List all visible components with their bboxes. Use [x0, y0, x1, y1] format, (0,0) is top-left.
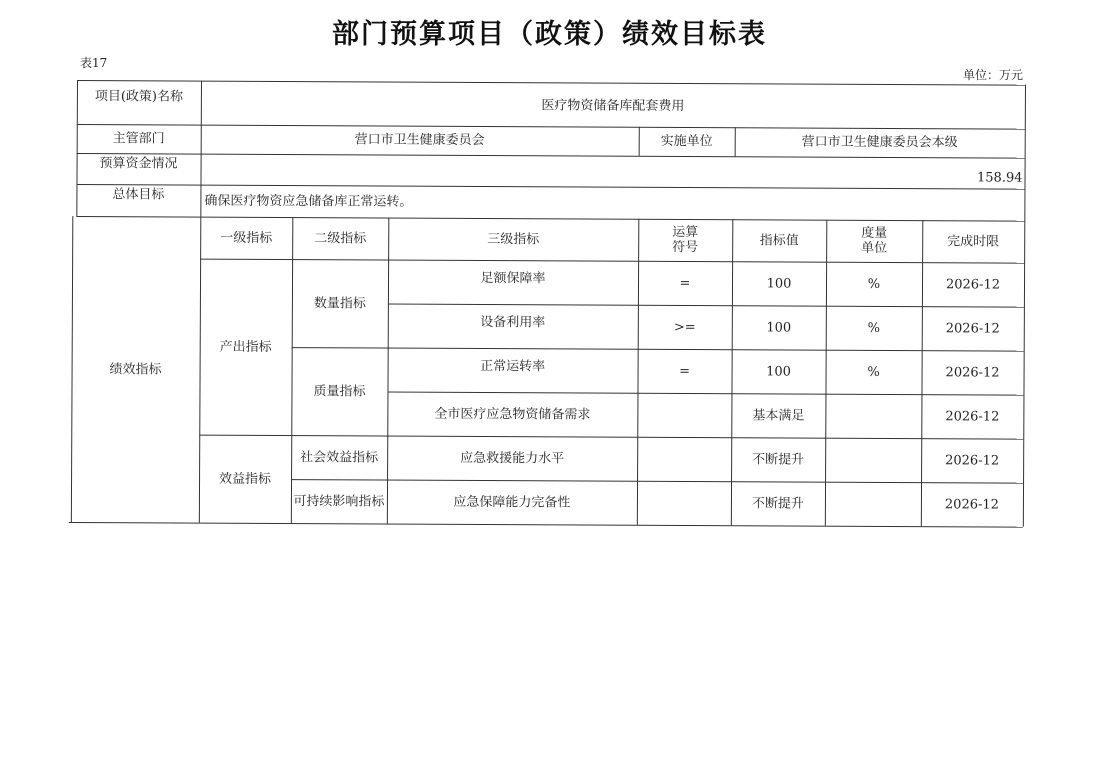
impl-label: 实施单位: [660, 133, 713, 150]
indicator-deadline: 2026-12: [945, 452, 1000, 469]
dept-label: 主管部门: [112, 131, 165, 147]
indicator-deadline: 2026-12: [945, 364, 1000, 381]
group-quantity: 数量指标: [313, 295, 366, 311]
funds-label: 预算资金情况: [99, 155, 178, 172]
header-operator-line1: 运算: [672, 224, 699, 241]
indicator-operator: [637, 437, 731, 481]
indicator-value: 不断提升: [751, 495, 804, 512]
indicator-deadline: 2026-12: [945, 320, 1000, 337]
indicator-unit: [825, 482, 921, 526]
indicator-operator: =: [679, 363, 691, 379]
indicator-operator: >=: [673, 319, 696, 335]
indicator-operator: [637, 393, 731, 437]
header-operator: [638, 219, 732, 261]
project-name-label: 项目(政策)名称: [94, 88, 184, 105]
group-quality: 质量指标: [313, 383, 366, 399]
header-level3: 三级指标: [487, 231, 540, 247]
header-level1: 一级指标: [220, 230, 273, 246]
indicator-name: 足额保障率: [480, 270, 546, 286]
group-sustain: 可持续影响指标: [293, 493, 385, 510]
table-number: 表17: [80, 56, 108, 70]
indicator-name: 应急救援能力水平: [460, 450, 565, 466]
goal-label: 总体目标: [112, 186, 165, 202]
indicator-value: 100: [766, 275, 792, 292]
indicator-value: 基本满足: [752, 407, 805, 424]
indicator-value: 100: [766, 319, 792, 336]
indicator-deadline: 2026-12: [945, 276, 1001, 293]
project-name-value: 医疗物资储备库配套费用: [541, 97, 685, 114]
perf-label: 绩效指标: [109, 361, 162, 377]
group-benefit: 效益指标: [219, 471, 272, 487]
indicator-operator: =: [679, 275, 691, 291]
header-level2: 二级指标: [314, 230, 367, 246]
indicator-name: 正常运转率: [480, 358, 546, 374]
funds-value: 158.94: [976, 169, 1023, 186]
indicator-name: 应急保障能力完备性: [453, 494, 571, 510]
indicator-name: 设备利用率: [480, 314, 546, 330]
indicator-unit: [825, 394, 921, 438]
header-operator-line2: 符号: [672, 239, 699, 256]
indicator-unit: %: [867, 276, 881, 292]
indicator-value: 100: [766, 363, 792, 380]
indicator-deadline: 2026-12: [945, 408, 1000, 425]
indicator-value: 不断提升: [752, 451, 805, 468]
indicator-deadline: 2026-12: [944, 496, 999, 513]
indicator-name: 全市医疗应急物资储备需求: [434, 406, 591, 423]
unit-label: 单位：万元: [962, 68, 1023, 82]
impl-value: 营口市卫生健康委员会本级: [801, 134, 958, 151]
group-social: 社会效益指标: [300, 449, 379, 466]
goal-value: 确保医疗物资应急储备库正常运转。: [204, 193, 413, 210]
header-deadline: 完成时限: [947, 233, 1000, 250]
indicator-unit: %: [867, 320, 881, 336]
header-value: 指标值: [759, 232, 799, 249]
page-title: 部门预算项目（政策）绩效目标表: [332, 19, 767, 50]
indicator-operator: [637, 481, 731, 525]
group-output: 产出指标: [219, 339, 272, 355]
indicator-unit: [825, 438, 921, 482]
dept-value: 营口市卫生健康委员会: [354, 132, 485, 149]
header-measure-line2: 单位: [861, 240, 888, 256]
header-measure-line1: 度量: [861, 225, 888, 241]
indicator-unit: %: [867, 364, 880, 380]
header-measure-unit: [826, 220, 922, 262]
performance-table: [69, 80, 1025, 527]
